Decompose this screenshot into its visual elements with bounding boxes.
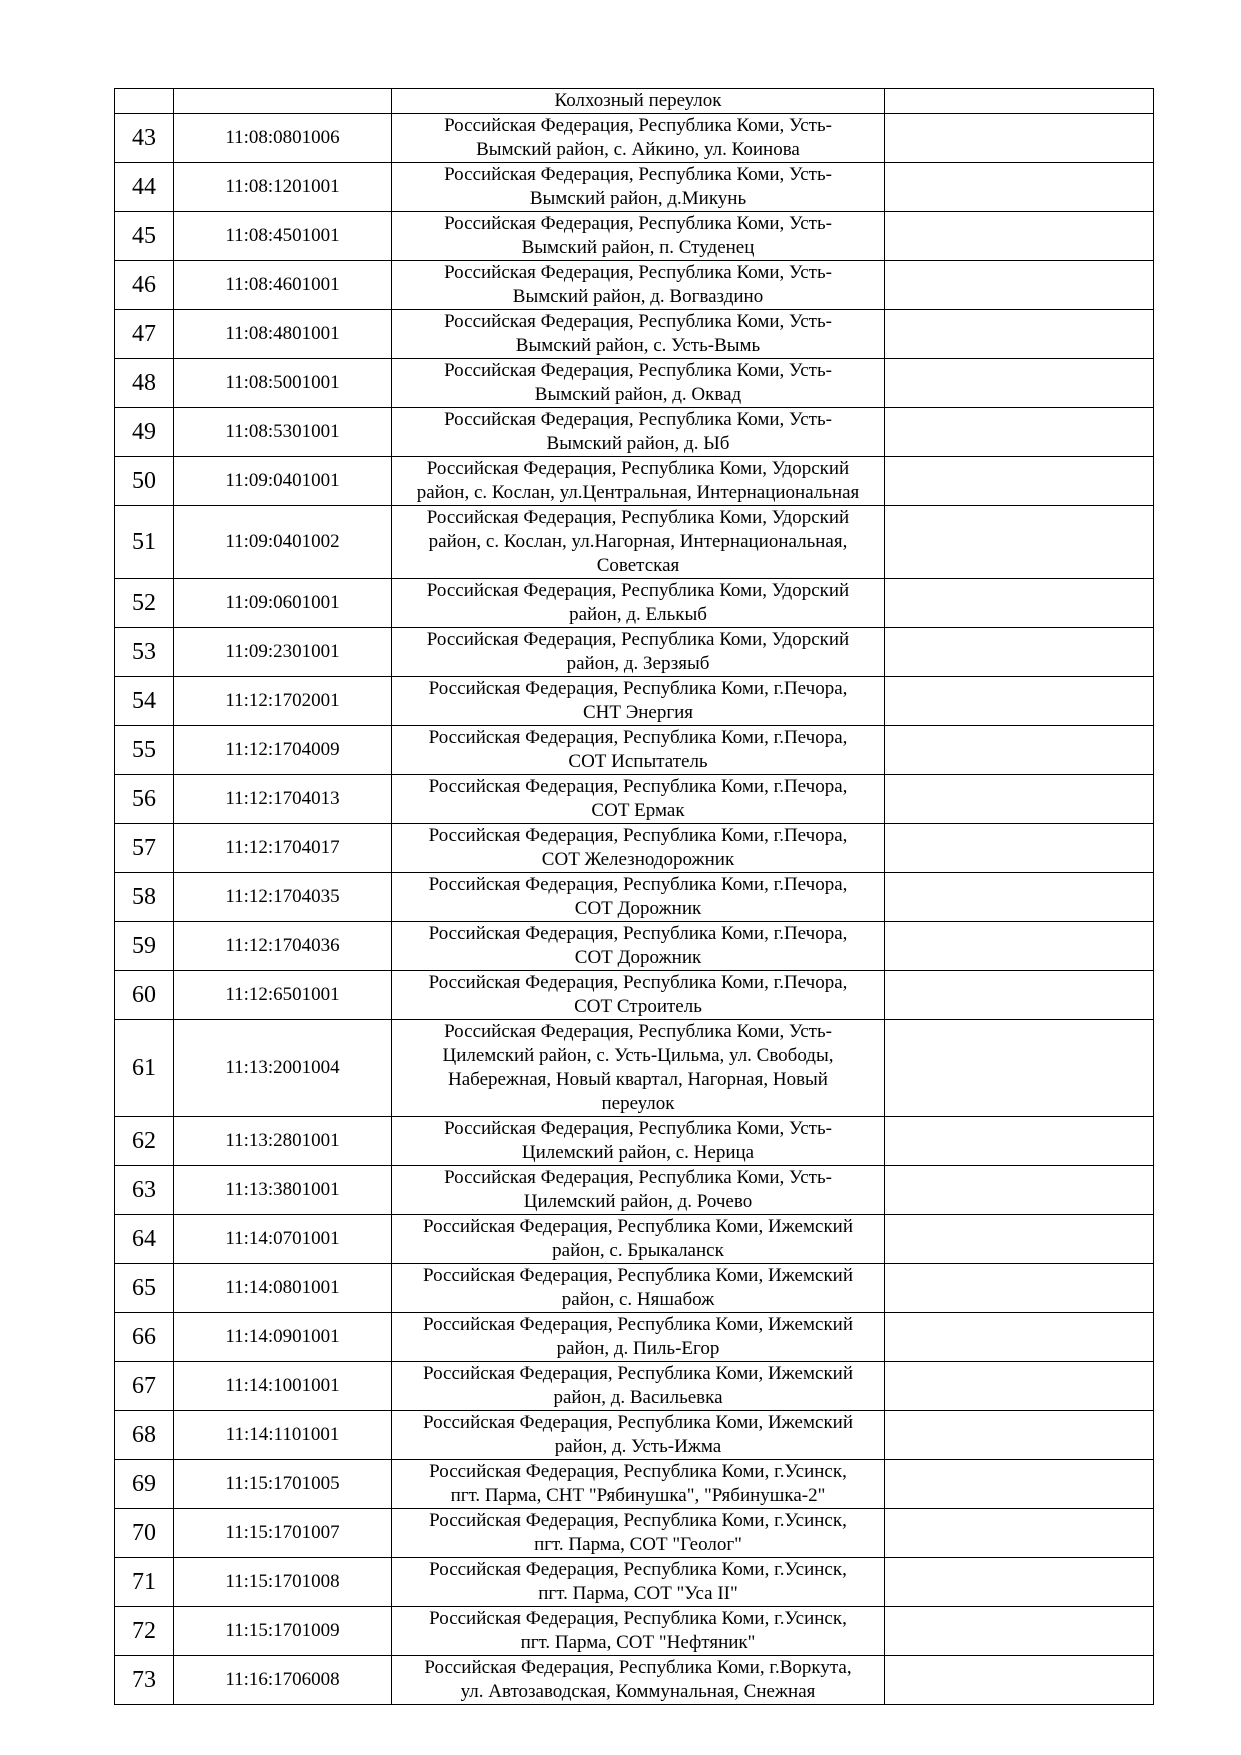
address-cell: Российская Федерация, Республика Коми, Ижемский район, с. Брыкаланск xyxy=(392,1215,885,1264)
address-cell: Российская Федерация, Республика Коми, Ижемский район, д. Пиль-Егор xyxy=(392,1313,885,1362)
empty-cell xyxy=(885,1509,1154,1558)
empty-cell xyxy=(885,359,1154,408)
row-number-cell: 52 xyxy=(115,579,174,628)
row-number-cell: 48 xyxy=(115,359,174,408)
cadastral-code-cell: 11:14:1101001 xyxy=(174,1411,392,1460)
row-number-cell: 72 xyxy=(115,1607,174,1656)
empty-cell xyxy=(885,1460,1154,1509)
cadastral-code-cell: 11:14:0901001 xyxy=(174,1313,392,1362)
table-row xyxy=(115,212,1154,261)
row-number-cell: 53 xyxy=(115,628,174,677)
empty-cell xyxy=(885,1558,1154,1607)
empty-cell xyxy=(885,457,1154,506)
address-cell: Российская Федерация, Республика Коми, Усть- Вымский район, д. Ыб xyxy=(392,408,885,457)
address-cell: Российская Федерация, Республика Коми, Ижемский район, д. Усть-Ижма xyxy=(392,1411,885,1460)
row-number-cell: 51 xyxy=(115,506,174,579)
cadastral-code-cell: 11:08:4501001 xyxy=(174,212,392,261)
cadastral-code-cell: 11:09:0401002 xyxy=(174,506,392,579)
table-row xyxy=(115,628,1154,677)
empty-cell xyxy=(885,1607,1154,1656)
cadastral-code-cell: 11:12:1704036 xyxy=(174,922,392,971)
empty-cell xyxy=(885,922,1154,971)
row-number-cell: 65 xyxy=(115,1264,174,1313)
empty-cell xyxy=(885,114,1154,163)
row-number-cell: 61 xyxy=(115,1020,174,1117)
empty-cell xyxy=(885,1020,1154,1117)
cadastral-code-cell: 11:12:6501001 xyxy=(174,971,392,1020)
empty-cell xyxy=(885,1411,1154,1460)
address-cell: Российская Федерация, Республика Коми, г.Печора, СОТ Строитель xyxy=(392,971,885,1020)
address-cell: Российская Федерация, Республика Коми, г.Печора, СОТ Дорожник xyxy=(392,873,885,922)
row-number-cell: 73 xyxy=(115,1656,174,1705)
address-cell: Российская Федерация, Республика Коми, Усть- Вымский район, д.Микунь xyxy=(392,163,885,212)
row-number-cell: 63 xyxy=(115,1166,174,1215)
empty-cell xyxy=(885,1313,1154,1362)
address-cell: Российская Федерация, Республика Коми, г.Печора, СОТ Дорожник xyxy=(392,922,885,971)
table-row xyxy=(115,824,1154,873)
address-cell: Колхозный переулок xyxy=(392,89,885,114)
empty-cell xyxy=(885,261,1154,310)
table-row xyxy=(115,1558,1154,1607)
table-row xyxy=(115,408,1154,457)
address-cell: Российская Федерация, Республика Коми, Усть- Вымский район, с. Усть-Вымь xyxy=(392,310,885,359)
row-number-cell: 64 xyxy=(115,1215,174,1264)
cadastral-code-cell: 11:15:1701007 xyxy=(174,1509,392,1558)
cadastral-code-cell: 11:12:1704017 xyxy=(174,824,392,873)
cadastral-code-cell: 11:15:1701009 xyxy=(174,1607,392,1656)
empty-cell xyxy=(885,1362,1154,1411)
address-cell: Российская Федерация, Республика Коми, Ижемский район, д. Васильевка xyxy=(392,1362,885,1411)
empty-cell xyxy=(885,628,1154,677)
table-row xyxy=(115,1166,1154,1215)
row-number-cell: 67 xyxy=(115,1362,174,1411)
table-row xyxy=(115,971,1154,1020)
cadastral-code-cell: 11:13:2001004 xyxy=(174,1020,392,1117)
row-number-cell: 44 xyxy=(115,163,174,212)
row-number-cell: 46 xyxy=(115,261,174,310)
cadastral-code-cell xyxy=(174,89,392,114)
table-row xyxy=(115,114,1154,163)
address-cell: Российская Федерация, Республика Коми, г.Печора, СОТ Испытатель xyxy=(392,726,885,775)
table-row xyxy=(115,1460,1154,1509)
empty-cell xyxy=(885,1166,1154,1215)
cadastral-code-cell: 11:12:1702001 xyxy=(174,677,392,726)
empty-cell xyxy=(885,824,1154,873)
address-cell: Российская Федерация, Республика Коми, г.Усинск, пгт. Парма, СНТ "Рябинушка", "Рябинушка-2" xyxy=(392,1460,885,1509)
table-row xyxy=(115,1215,1154,1264)
address-cell: Российская Федерация, Республика Коми, г.Печора, СОТ Железнодорожник xyxy=(392,824,885,873)
row-number-cell: 69 xyxy=(115,1460,174,1509)
empty-cell xyxy=(885,579,1154,628)
empty-cell xyxy=(885,163,1154,212)
address-cell: Российская Федерация, Республика Коми, Усть- Вымский район, п. Студенец xyxy=(392,212,885,261)
row-number-cell: 60 xyxy=(115,971,174,1020)
cadastral-code-cell: 11:13:3801001 xyxy=(174,1166,392,1215)
table-row xyxy=(115,163,1154,212)
row-number-cell: 71 xyxy=(115,1558,174,1607)
address-cell: Российская Федерация, Республика Коми, Усть- Вымский район, д. Вогваздино xyxy=(392,261,885,310)
row-number-cell: 49 xyxy=(115,408,174,457)
cadastral-code-cell: 11:08:1201001 xyxy=(174,163,392,212)
table-row xyxy=(115,579,1154,628)
row-number-cell: 62 xyxy=(115,1117,174,1166)
row-number-cell: 47 xyxy=(115,310,174,359)
empty-cell xyxy=(885,506,1154,579)
empty-cell xyxy=(885,212,1154,261)
empty-cell xyxy=(885,726,1154,775)
cadastral-code-cell: 11:09:0601001 xyxy=(174,579,392,628)
cadastral-code-cell: 11:12:1704009 xyxy=(174,726,392,775)
address-cell: Российская Федерация, Республика Коми, Усть- Цилемский район, с. Нерица xyxy=(392,1117,885,1166)
row-number-cell: 43 xyxy=(115,114,174,163)
row-number-cell: 59 xyxy=(115,922,174,971)
cadastral-code-cell: 11:13:2801001 xyxy=(174,1117,392,1166)
address-cell: Российская Федерация, Республика Коми, Ижемский район, с. Няшабож xyxy=(392,1264,885,1313)
address-cell: Российская Федерация, Республика Коми, Усть- Вымский район, с. Айкино, ул. Коинова xyxy=(392,114,885,163)
row-number-cell: 57 xyxy=(115,824,174,873)
row-number-cell: 55 xyxy=(115,726,174,775)
table-row xyxy=(115,1313,1154,1362)
empty-cell xyxy=(885,1264,1154,1313)
table-row xyxy=(115,506,1154,579)
table-row xyxy=(115,873,1154,922)
table-row xyxy=(115,922,1154,971)
table-row xyxy=(115,1411,1154,1460)
table-row xyxy=(115,1362,1154,1411)
cadastral-code-cell: 11:08:0801006 xyxy=(174,114,392,163)
cadastral-code-cell: 11:15:1701008 xyxy=(174,1558,392,1607)
cadastral-code-cell: 11:09:0401001 xyxy=(174,457,392,506)
empty-cell xyxy=(885,775,1154,824)
table-row xyxy=(115,1509,1154,1558)
table-row xyxy=(115,310,1154,359)
empty-cell xyxy=(885,310,1154,359)
cadastral-code-cell: 11:14:0801001 xyxy=(174,1264,392,1313)
address-cell: Российская Федерация, Республика Коми, Удорский район, д. Елькыб xyxy=(392,579,885,628)
address-cell: Российская Федерация, Республика Коми, Удорский район, д. Зерзяыб xyxy=(392,628,885,677)
table-body xyxy=(115,89,1154,1705)
table-row xyxy=(115,775,1154,824)
cadastral-code-cell: 11:14:0701001 xyxy=(174,1215,392,1264)
row-number-cell: 45 xyxy=(115,212,174,261)
cadastral-code-cell: 11:08:4801001 xyxy=(174,310,392,359)
address-cell: Российская Федерация, Республика Коми, Удорский район, с. Кослан, ул.Нагорная, Интернациональная, Советская xyxy=(392,506,885,579)
table-row xyxy=(115,1656,1154,1705)
cadastral-code-cell: 11:12:1704013 xyxy=(174,775,392,824)
table-row xyxy=(115,677,1154,726)
empty-cell xyxy=(885,89,1154,114)
row-number-cell: 54 xyxy=(115,677,174,726)
row-number-cell: 58 xyxy=(115,873,174,922)
empty-cell xyxy=(885,1117,1154,1166)
row-number-cell: 50 xyxy=(115,457,174,506)
cadastral-code-cell: 11:08:5001001 xyxy=(174,359,392,408)
cadastral-code-cell: 11:08:4601001 xyxy=(174,261,392,310)
empty-cell xyxy=(885,677,1154,726)
table-row xyxy=(115,89,1154,114)
table-row xyxy=(115,1117,1154,1166)
table-row xyxy=(115,261,1154,310)
row-number-cell xyxy=(115,89,174,114)
address-cell: Российская Федерация, Республика Коми, г.Усинск, пгт. Парма, СОТ "Нефтяник" xyxy=(392,1607,885,1656)
row-number-cell: 56 xyxy=(115,775,174,824)
cadastral-code-cell: 11:09:2301001 xyxy=(174,628,392,677)
address-cell: Российская Федерация, Республика Коми, г.Усинск, пгт. Парма, СОТ "Уса II" xyxy=(392,1558,885,1607)
address-cell: Российская Федерация, Республика Коми, г.Усинск, пгт. Парма, СОТ "Геолог" xyxy=(392,1509,885,1558)
empty-cell xyxy=(885,1656,1154,1705)
row-number-cell: 68 xyxy=(115,1411,174,1460)
address-cell: Российская Федерация, Республика Коми, Усть- Цилемский район, с. Усть-Цильма, ул. Свободы, Набережная, Новый квартал, Нагорная, Новый переулок xyxy=(392,1020,885,1117)
address-cell: Российская Федерация, Республика Коми, Усть- Вымский район, д. Оквад xyxy=(392,359,885,408)
address-cell: Российская Федерация, Республика Коми, г.Печора, СОТ Ермак xyxy=(392,775,885,824)
row-number-cell: 66 xyxy=(115,1313,174,1362)
cadastral-code-cell: 11:14:1001001 xyxy=(174,1362,392,1411)
row-number-cell: 70 xyxy=(115,1509,174,1558)
table-row xyxy=(115,1607,1154,1656)
empty-cell xyxy=(885,1215,1154,1264)
empty-cell xyxy=(885,873,1154,922)
table-row xyxy=(115,457,1154,506)
cadastral-code-cell: 11:08:5301001 xyxy=(174,408,392,457)
cadastral-code-cell: 11:15:1701005 xyxy=(174,1460,392,1509)
cadastral-code-cell: 11:12:1704035 xyxy=(174,873,392,922)
cadastral-table xyxy=(114,88,1154,1705)
address-cell: Российская Федерация, Республика Коми, г.Воркута, ул. Автозаводская, Коммунальная, Снежная xyxy=(392,1656,885,1705)
table-row xyxy=(115,359,1154,408)
address-cell: Российская Федерация, Республика Коми, г.Печора, СНТ Энергия xyxy=(392,677,885,726)
table-row xyxy=(115,1020,1154,1117)
address-cell: Российская Федерация, Республика Коми, Удорский район, с. Кослан, ул.Центральная, Интернациональная xyxy=(392,457,885,506)
empty-cell xyxy=(885,408,1154,457)
table-row xyxy=(115,726,1154,775)
table-row xyxy=(115,1264,1154,1313)
address-cell: Российская Федерация, Республика Коми, Усть- Цилемский район, д. Рочево xyxy=(392,1166,885,1215)
cadastral-code-cell: 11:16:1706008 xyxy=(174,1656,392,1705)
empty-cell xyxy=(885,971,1154,1020)
